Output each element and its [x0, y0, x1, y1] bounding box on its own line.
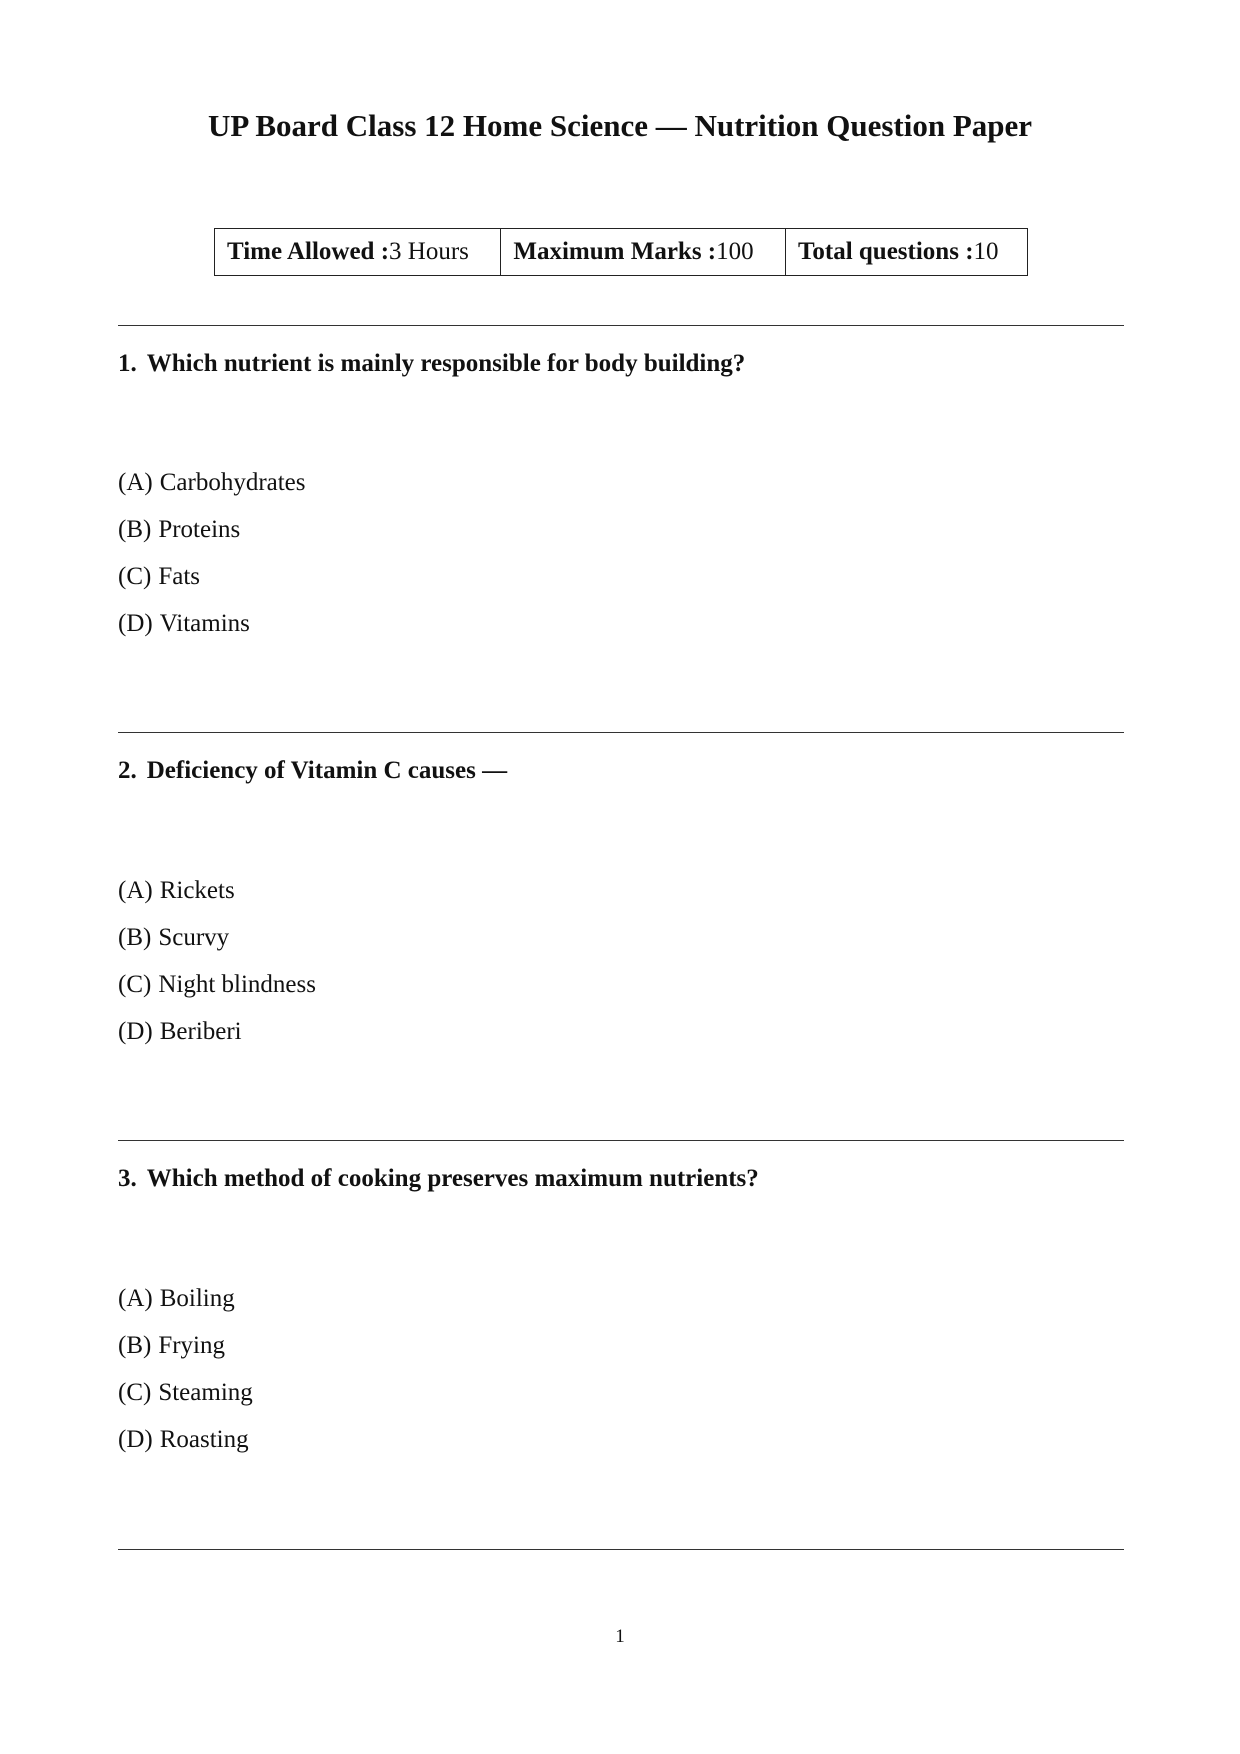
- option-b: [118, 923, 316, 970]
- option-letter: (B): [118, 516, 152, 543]
- option-text: Night blindness: [158, 971, 316, 998]
- time-allowed-label: Time Allowed :: [227, 238, 390, 265]
- divider: [118, 732, 1124, 733]
- option-a: [118, 468, 306, 515]
- question-number: 2.: [118, 757, 137, 784]
- divider: [118, 1549, 1124, 1550]
- option-letter: (D): [118, 610, 153, 637]
- option-c: [118, 1378, 253, 1425]
- option-d: [118, 609, 306, 656]
- option-text: Proteins: [158, 516, 241, 543]
- maximum-marks-label: Maximum Marks :: [513, 238, 717, 265]
- exam-info-row: [215, 229, 1028, 276]
- option-c: [118, 562, 306, 609]
- option-letter: (C): [118, 971, 152, 998]
- question-1: [118, 350, 745, 378]
- option-letter: (C): [118, 563, 152, 590]
- question-text: Which method of cooking preserves maximum nutrients?: [146, 1165, 759, 1192]
- question-text: Which nutrient is mainly responsible for body building?: [146, 350, 746, 377]
- option-letter: (B): [118, 1332, 152, 1359]
- options-list-q3: [118, 1284, 253, 1472]
- total-questions-label: Total questions :: [798, 238, 974, 265]
- option-b: [118, 1331, 253, 1378]
- option-text: Fats: [158, 563, 201, 590]
- question-2: [118, 757, 507, 785]
- option-b: [118, 515, 306, 562]
- option-text: Beriberi: [159, 1018, 242, 1045]
- option-letter: (A): [118, 877, 153, 904]
- question-text: Deficiency of Vitamin C causes —: [146, 757, 508, 784]
- time-allowed-value: 3 Hours: [389, 238, 469, 265]
- divider: [118, 1140, 1124, 1141]
- option-a: [118, 1284, 253, 1331]
- option-text: Vitamins: [159, 610, 250, 637]
- option-letter: (A): [118, 1285, 153, 1312]
- option-text: Scurvy: [158, 924, 230, 951]
- option-letter: (D): [118, 1018, 153, 1045]
- question-3: [118, 1165, 759, 1193]
- divider: [118, 325, 1124, 326]
- page-title: UP Board Class 12 Home Science — Nutrition Question Paper: [207, 108, 1033, 143]
- question-number: 3.: [118, 1165, 137, 1192]
- option-a: [118, 876, 316, 923]
- option-text: Boiling: [159, 1285, 235, 1312]
- exam-info-table: [214, 228, 1028, 276]
- question-number: 1.: [118, 350, 137, 377]
- total-questions-value: 10: [973, 238, 999, 265]
- option-text: Rickets: [159, 877, 235, 904]
- page-number: 1: [615, 1626, 625, 1647]
- option-text: Steaming: [158, 1379, 253, 1406]
- option-d: [118, 1017, 316, 1064]
- time-allowed-cell: [215, 229, 501, 276]
- option-letter: (B): [118, 924, 152, 951]
- option-d: [118, 1425, 253, 1472]
- maximum-marks-cell: [501, 229, 786, 276]
- total-questions-cell: [786, 229, 1028, 276]
- option-letter: (D): [118, 1426, 153, 1453]
- option-letter: (A): [118, 469, 153, 496]
- option-text: Carbohydrates: [159, 469, 306, 496]
- option-text: Frying: [158, 1332, 226, 1359]
- options-list-q1: [118, 468, 306, 656]
- option-c: [118, 970, 316, 1017]
- option-letter: (C): [118, 1379, 152, 1406]
- options-list-q2: [118, 876, 316, 1064]
- maximum-marks-value: 100: [716, 238, 754, 265]
- option-text: Roasting: [159, 1426, 249, 1453]
